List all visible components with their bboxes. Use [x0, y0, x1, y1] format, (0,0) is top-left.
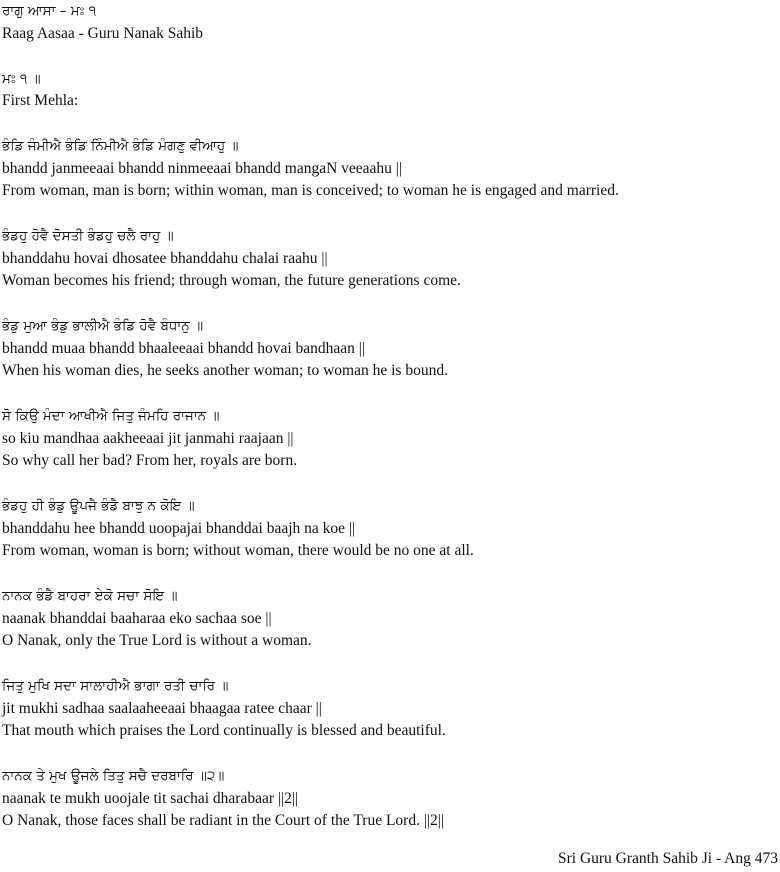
author-block [2, 68, 772, 113]
verse-transliteration: bhandd muaa bhandd bhaaleeaai bhandd hovai bandhaan || [2, 339, 366, 357]
verse-translation: From woman, woman is born; without woman, there would be no one at all. [2, 542, 474, 559]
author-english: First Mehla: [2, 92, 79, 109]
verse-gurmukhi: ਭੰਡਹੁ ਹੀ ਭੰਡੁ ਊਪਜੈ ਭੰਡੈ ਬਾਝੁ ਨ ਕੋਇ ॥ [2, 498, 195, 514]
verse-translation: So why call her bad? From her, royals are born. [2, 452, 298, 469]
verse-block-8 [2, 765, 772, 833]
verse-gurmukhi: ਜਿਤੁ ਮੁਖਿ ਸਦਾ ਸਾਲਾਹੀਐ ਭਾਗਾ ਰਤੀ ਚਾਰਿ ॥ [2, 678, 229, 694]
verse-gurmukhi: ਭੰਡੁ ਮੁਆ ਭੰਡੁ ਭਾਲੀਐ ਭੰਡਿ ਹੋਵੈ ਬੰਧਾਨੁ ॥ [2, 318, 204, 334]
verse-block-3 [2, 315, 772, 383]
source-citation: Sri Guru Granth Sahib Ji - Ang 473 [557, 850, 778, 867]
verse-gurmukhi: ਭੰਡਹੁ ਹੋਵੈ ਦੋਸਤੀ ਭੰਡਹੁ ਚਲੈ ਰਾਹੁ ॥ [2, 228, 174, 244]
verse-transliteration: bhandd janmeeaai bhandd ninmeeaai bhandd mangaN veeaahu || [2, 159, 403, 177]
verse-transliteration: bhanddahu hovai dhosatee bhanddahu chalai raahu || [2, 249, 328, 267]
verse-transliteration: so kiu mandhaa aakheeaai jit janmahi raajaan || [2, 429, 294, 447]
verse-translation: From woman, man is born; within woman, man is conceived; to woman he is engaged and married. [2, 182, 619, 199]
verse-gurmukhi: ਨਾਨਕ ਭੰਡੈ ਬਾਹਰਾ ਏਕੋ ਸਚਾ ਸੋਇ ॥ [2, 588, 178, 604]
verse-translation: When his woman dies, he seeks another woman; to woman he is bound. [2, 362, 448, 379]
verse-gurmukhi: ਸੋ ਕਿਉ ਮੰਦਾ ਆਖੀਐ ਜਿਤੁ ਜੰਮਹਿ ਰਾਜਾਨ ॥ [2, 408, 220, 424]
verse-block-7 [2, 675, 772, 743]
verse-transliteration: bhanddahu hee bhandd uoopajai bhanddai baajh na koe || [2, 519, 356, 537]
verse-gurmukhi: ਨਾਨਕ ਤੇ ਮੁਖ ਊਜਲੇ ਤਿਤੁ ਸਚੈ ਦਰਬਾਰਿ ॥੨॥ [2, 768, 225, 784]
verse-transliteration: naanak bhanddai baaharaa eko sachaa soe || [2, 609, 272, 627]
verse-transliteration: jit mukhi sadhaa saalaaheeaai bhaagaa ratee chaar || [2, 699, 322, 717]
verse-translation: That mouth which praises the Lord continually is blessed and beautiful. [2, 722, 446, 739]
verse-block-2 [2, 225, 772, 293]
verse-block-6 [2, 585, 772, 653]
verse-block-5 [2, 495, 772, 563]
verse-block-1 [2, 135, 772, 203]
header-block [2, 0, 772, 45]
verse-transliteration: naanak te mukh uoojale tit sachai dharabaar ||2|| [2, 789, 299, 807]
verse-gurmukhi: ਭੰਡਿ ਜੰਮੀਐ ਭੰਡਿ ਨਿੰਮੀਐ ਭੰਡਿ ਮੰਗਣੁ ਵੀਆਹੁ ॥ [2, 138, 239, 154]
author-gurmukhi: ਮਃ ੧ ॥ [2, 70, 41, 87]
verse-block-4 [2, 405, 772, 473]
document-body [2, 0, 772, 833]
header-title: Raag Aasaa - Guru Nanak Sahib [2, 24, 204, 42]
verse-translation: Woman becomes his friend; through woman, the future generations come. [2, 272, 461, 289]
verse-translation: O Nanak, those faces shall be radiant in the Court of the True Lord. ||2|| [2, 812, 445, 829]
header-gurmukhi: ਰਾਗੁ ਆਸਾ – ਮਃ ੧ [2, 3, 97, 19]
verse-translation: O Nanak, only the True Lord is without a woman. [2, 632, 312, 649]
